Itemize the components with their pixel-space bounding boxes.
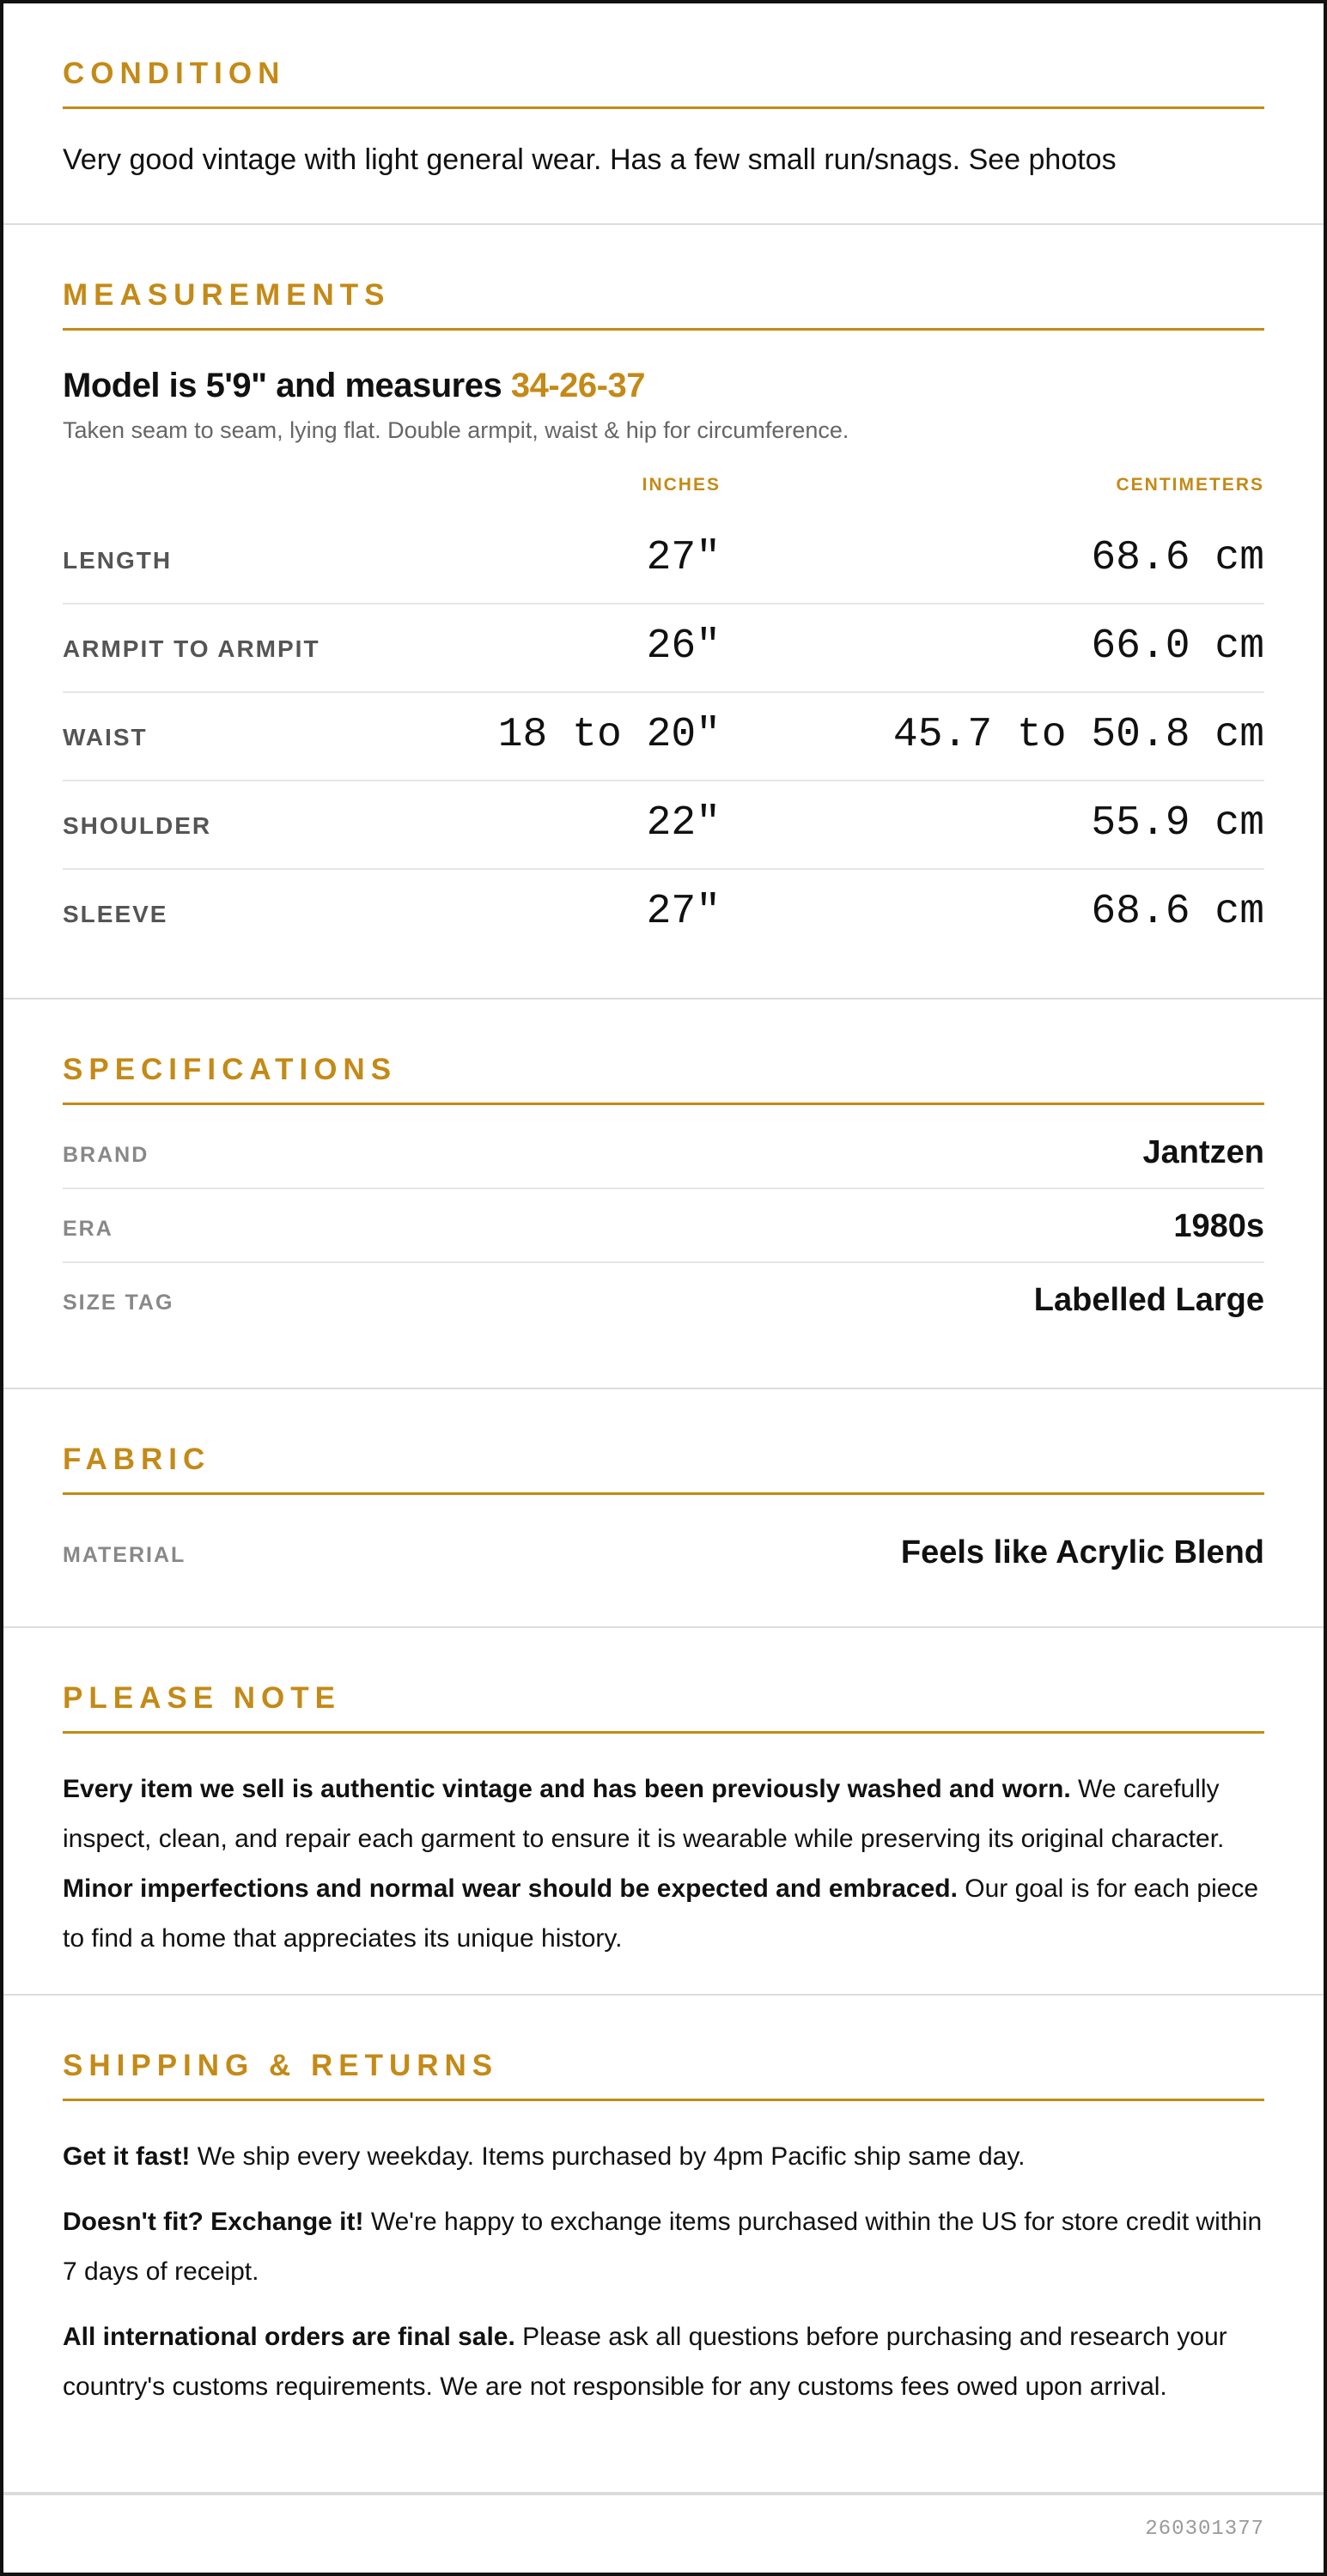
measurement-label: ARMPIT TO ARMPIT bbox=[63, 635, 320, 662]
shipping-section bbox=[3, 1996, 1324, 2495]
please-note-section bbox=[3, 1628, 1324, 1996]
measurement-row-shoulder bbox=[63, 781, 1264, 870]
measurement-inches: 18 to 20" bbox=[497, 712, 721, 758]
spec-value: 1980s bbox=[1173, 1208, 1264, 1244]
specifications-heading: SPECIFICATIONS bbox=[63, 1053, 1264, 1105]
specifications-list bbox=[63, 1115, 1264, 1335]
shipping-bold: Doesn't fit? Exchange it! bbox=[63, 2208, 364, 2236]
measurement-label: SLEEVE bbox=[63, 901, 168, 927]
spec-row-era bbox=[63, 1189, 1264, 1263]
note-text-2: Our goal is for each piece to find a home that appreciates its unique history. bbox=[63, 1874, 1259, 1953]
note-bold-1: Every item we sell is authentic vintage and has been previously washed and worn. bbox=[63, 1775, 1071, 1803]
specifications-section bbox=[3, 999, 1324, 1389]
measurement-cm: 45.7 to 50.8 cm bbox=[892, 712, 1264, 758]
measurement-cm: 68.6 cm bbox=[1091, 889, 1264, 935]
measurement-cm: 66.0 cm bbox=[1091, 623, 1264, 670]
measurement-table-header bbox=[63, 468, 1264, 516]
shipping-text: Please ask all questions before purchasing and research your country's customs requirements. We are not responsible for any customs fees owed upon arrival. bbox=[63, 2323, 1227, 2401]
measurements-section bbox=[3, 225, 1324, 999]
shipping-paragraph-international bbox=[63, 2312, 1264, 2412]
spec-row-material bbox=[63, 1516, 1264, 1588]
measurement-cm: 68.6 cm bbox=[1091, 535, 1264, 581]
measurement-inches: 27" bbox=[646, 535, 721, 581]
spec-value: Jantzen bbox=[1142, 1134, 1264, 1170]
measurement-inches: 22" bbox=[646, 800, 721, 847]
spec-label: BRAND bbox=[63, 1143, 149, 1167]
please-note-text bbox=[63, 1765, 1264, 1964]
condition-text: Very good vintage with light general wear. Has a few small run/snags. See photos bbox=[63, 143, 1117, 176]
spec-value: Labelled Large bbox=[1033, 1282, 1264, 1318]
measurement-label: SHOULDER bbox=[63, 812, 212, 839]
spec-row-size-tag bbox=[63, 1263, 1264, 1335]
shipping-text: We're happy to exchange items purchased within the US for store credit within 7 days of receipt. bbox=[63, 2208, 1263, 2286]
spec-label: ERA bbox=[63, 1217, 113, 1241]
shipping-bold: Get it fast! bbox=[63, 2142, 191, 2171]
shipping-paragraph-exchange bbox=[63, 2197, 1264, 2297]
shipping-paragraph-fast bbox=[63, 2132, 1264, 2182]
fabric-list bbox=[63, 1516, 1264, 1588]
shipping-bold: All international orders are final sale. bbox=[63, 2323, 515, 2351]
note-bold-2: Minor imperfections and normal wear should be expected and embraced. bbox=[63, 1874, 958, 1903]
fabric-section bbox=[3, 1389, 1324, 1628]
shipping-text: We ship every weekday. Items purchased by 4pm Pacific ship same day. bbox=[190, 2142, 1026, 2171]
measurement-table bbox=[63, 516, 1264, 957]
measurement-cm: 55.9 cm bbox=[1091, 800, 1264, 847]
measurement-inches: 27" bbox=[646, 889, 721, 935]
measurement-row-waist bbox=[63, 693, 1264, 781]
note-text-1: We carefully inspect, clean, and repair each garment to ensure it is wearable while preserving its original character. bbox=[63, 1775, 1225, 1853]
inches-column-header: INCHES bbox=[642, 475, 721, 495]
fabric-heading: FABRIC bbox=[63, 1443, 1264, 1495]
measurement-row-sleeve bbox=[63, 870, 1264, 957]
measurement-label: WAIST bbox=[63, 724, 148, 750]
model-measures: 34-26-37 bbox=[510, 367, 645, 404]
measurement-row-length bbox=[63, 516, 1264, 605]
footer bbox=[3, 2492, 1324, 2573]
model-prefix: Model is 5'9" and measures bbox=[63, 367, 511, 404]
spec-value: Feels like Acrylic Blend bbox=[900, 1534, 1264, 1571]
model-measurements bbox=[63, 367, 1264, 405]
measurement-row-armpit bbox=[63, 605, 1264, 693]
spec-label: MATERIAL bbox=[63, 1543, 186, 1567]
please-note-heading: PLEASE NOTE bbox=[63, 1681, 1264, 1734]
item-code: 260301377 bbox=[1145, 2518, 1264, 2541]
measurement-note: Taken seam to seam, lying flat. Double armpit, waist & hip for circumference. bbox=[63, 417, 849, 443]
measurements-heading: MEASUREMENTS bbox=[63, 278, 1264, 331]
measurement-label: LENGTH bbox=[63, 547, 173, 574]
shipping-heading: SHIPPING & RETURNS bbox=[63, 2049, 1264, 2101]
spec-label: SIZE TAG bbox=[63, 1291, 174, 1315]
condition-heading: CONDITION bbox=[63, 57, 1264, 109]
centimeters-column-header: CENTIMETERS bbox=[1116, 475, 1264, 495]
measurement-inches: 26" bbox=[646, 623, 721, 670]
condition-section bbox=[3, 3, 1324, 225]
spec-row-brand bbox=[63, 1115, 1264, 1189]
